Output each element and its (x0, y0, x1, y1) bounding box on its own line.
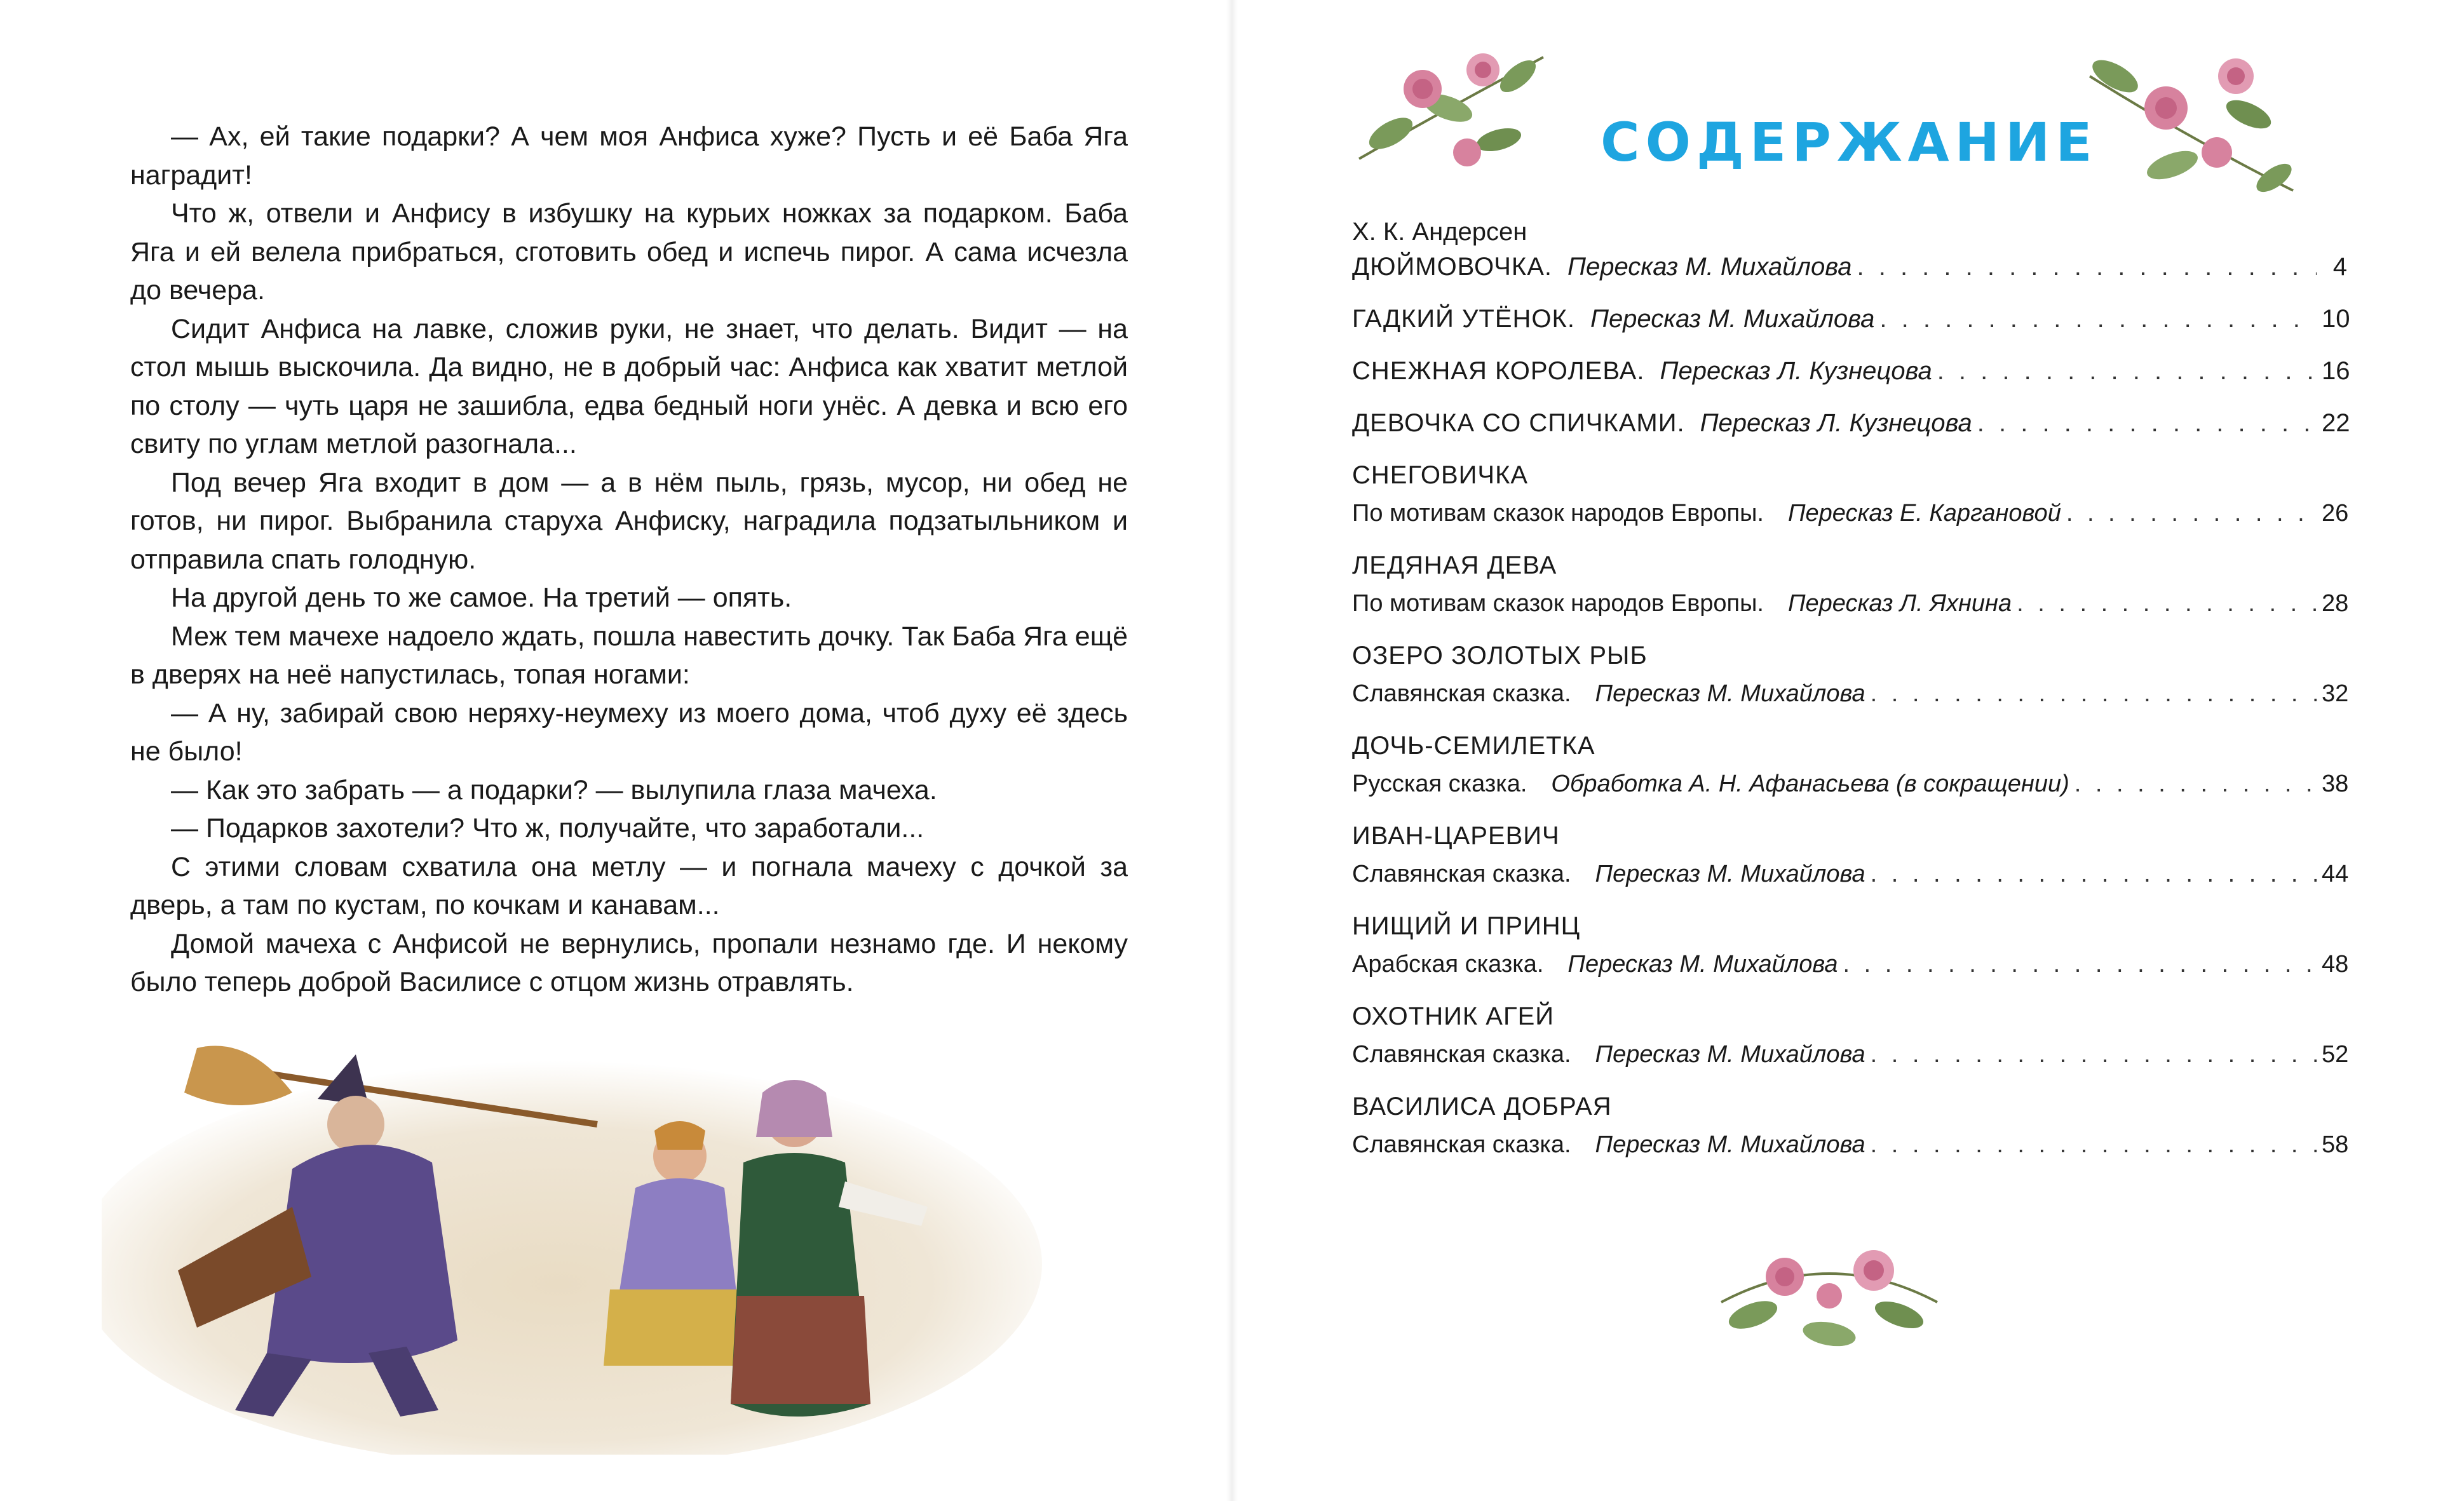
entry-title: ГАДКИЙ УТЁНОК. (1352, 305, 1575, 333)
entry-page: 10 (2322, 305, 2350, 333)
story-paragraph: Под вечер Яга входит в дом — а в нём пыль, грязь, мусор, ни обед не готов, ни пирог. Выбранила старуха Анфиску, наградила подзатыльником и отправила спать голодную. (130, 467, 1128, 575)
entry-title: НИЩИЙ И ПРИНЦ (1352, 912, 1581, 940)
toc-title: СОДЕРЖАНИЕ (1601, 111, 2098, 173)
entry-origin: Русская сказка. (1352, 771, 1527, 797)
story-text (130, 118, 1128, 1002)
rose-ornament-left (1353, 32, 1550, 178)
entry-retell: Пересказ М. Михайлова (1567, 253, 1852, 281)
toc-entry[interactable] (1352, 907, 2347, 983)
entry-origin: Славянская сказка. (1352, 1131, 1571, 1158)
entry-origin: По мотивам сказок народов Европы. (1352, 590, 1764, 617)
toc-entry[interactable] (1352, 1087, 2347, 1164)
entry-origin: Арабская сказка. (1352, 951, 1544, 978)
entry-title: ДЮЙМОВОЧКА. (1352, 253, 1553, 281)
rose-ornament-right (2077, 38, 2299, 210)
leader-dots (1871, 1126, 2317, 1164)
entry-retell: Обработка А. Н. Афанасьева (в сокращении) (1551, 771, 2069, 797)
leader-dots (2075, 765, 2317, 803)
entry-title: ДЕВОЧКА СО СПИЧКАМИ. (1352, 409, 1685, 437)
story-paragraph: — Подарков захотели? Что ж, получайте, что заработали... (171, 813, 924, 844)
leader-dots (1937, 352, 2317, 390)
entry-origin: Славянская сказка. (1352, 680, 1571, 707)
toc-entry[interactable] (1352, 636, 2347, 713)
entry-title: ОХОТНИК АГЕЙ (1352, 1002, 1555, 1030)
entry-origin: По мотивам сказок народов Европы. (1352, 500, 1764, 527)
entry-retell: Пересказ Л. Яхнина (1787, 590, 2012, 617)
entry-title: ИВАН-ЦАРЕВИЧ (1352, 822, 1560, 850)
right-page (1232, 0, 2464, 1501)
toc-entry[interactable] (1352, 727, 2347, 803)
leader-dots (1871, 675, 2317, 713)
story-paragraph: — Ах, ей такие подарки? А чем моя Анфиса хуже? Пусть и её Баба Яга наградит! (130, 121, 1128, 191)
story-paragraph: Меж тем мачехе надоело ждать, пошла навестить дочку. Так Баба Яга ещё в дверях на неё напустилась, топая ногами: (130, 621, 1128, 690)
leader-dots (1871, 1035, 2317, 1074)
toc-entry[interactable] (1352, 248, 2347, 286)
entry-retell: Пересказ М. Михайлова (1595, 861, 1865, 887)
entry-title: ЛЕДЯНАЯ ДЕВА (1352, 551, 1557, 579)
entry-title: СНЕГОВИЧКА (1352, 461, 1529, 489)
story-paragraph: Сидит Анфиса на лавке, сложив руки, не знает, что делать. Видит — на стол мышь выскочила. Да видно, не в добрый час: Анфиса как хватит метлой по столу — чуть царя не зашибла, едва бедный ноги унёс. А девка и всю его свиту по углам метлой разогнала... (130, 313, 1128, 459)
entry-origin: Славянская сказка. (1352, 1041, 1571, 1068)
entry-page: 32 (2322, 680, 2349, 707)
leader-dots (1843, 945, 2317, 983)
entry-page: 44 (2322, 861, 2349, 887)
entry-retell: Пересказ М. Михайлова (1595, 1041, 1865, 1068)
toc-author: Х. К. Андерсен (1352, 218, 1527, 246)
entry-title: ОЗЕРО ЗОЛОТЫХ РЫБ (1352, 642, 1648, 670)
entry-page: 28 (2322, 590, 2349, 617)
entry-page: 4 (2332, 253, 2347, 281)
story-paragraph: На другой день то же самое. На третий — опять. (171, 582, 792, 613)
toc-entry[interactable] (1352, 546, 2347, 623)
leader-dots (2017, 584, 2317, 623)
toc-entry[interactable] (1352, 300, 2350, 338)
toc-entry[interactable] (1352, 817, 2347, 893)
leader-dots (1977, 404, 2317, 442)
entry-retell: Пересказ Е. Каргановой (1787, 500, 2061, 527)
table-of-contents (1352, 216, 2350, 1178)
entry-retell: Пересказ М. Михайлова (1567, 951, 1838, 978)
story-paragraph: — Как это забрать — а подарки? — вылупила глаза мачеха. (171, 774, 937, 805)
entry-page: 26 (2322, 500, 2349, 527)
entry-retell: Пересказ Л. Кузнецова (1660, 357, 1932, 385)
story-paragraph: С этими словам схватила она метлу — и погнала мачеху с дочкой за дверь, а там по кустам, по кочкам и канавам... (130, 851, 1128, 920)
toc-entry[interactable] (1352, 352, 2350, 390)
entry-page: 16 (2322, 357, 2350, 385)
entry-title: СНЕЖНАЯ КОРОЛЕВА. (1352, 357, 1645, 385)
story-paragraph: Что ж, отвели и Анфису в избушку на курьих ножках за подарком. Баба Яга и ей велела прибраться, сготовить обед и испечь пирог. А сама исчезла до вечера. (130, 198, 1128, 306)
entry-title: ДОЧЬ-СЕМИЛЕТКА (1352, 732, 1595, 760)
entry-page: 58 (2322, 1131, 2349, 1158)
toc-entry[interactable] (1352, 456, 2347, 532)
entry-retell: Пересказ М. Михайлова (1595, 680, 1865, 707)
entry-page: 52 (2322, 1041, 2349, 1068)
rose-ornament-bottom (1709, 1207, 1950, 1378)
toc-entry[interactable] (1352, 404, 2350, 442)
entry-title: ВАСИЛИСА ДОБРАЯ (1352, 1093, 1612, 1121)
entry-retell: Пересказ М. Михайлова (1590, 305, 1875, 333)
leader-dots (1857, 248, 2317, 286)
entry-page: 22 (2322, 409, 2350, 437)
entry-page: 38 (2322, 771, 2349, 797)
entry-origin: Славянская сказка. (1352, 861, 1571, 887)
story-illustration (102, 997, 1055, 1455)
entry-retell: Пересказ М. Михайлова (1595, 1131, 1865, 1158)
leader-dots (2066, 494, 2317, 532)
leader-dots (1879, 300, 2317, 338)
entry-page: 48 (2322, 951, 2349, 978)
toc-entry[interactable] (1352, 997, 2347, 1074)
story-paragraph: — А ну, забирай свою неряху-неумеху из моего дома, чтоб духу её здесь не было! (130, 697, 1128, 767)
entry-retell: Пересказ Л. Кузнецова (1700, 409, 1972, 437)
story-paragraph: Домой мачеха с Анфисой не вернулись, пропали незнамо где. И некому было теперь доброй Василисе с отцом жизнь отравлять. (130, 928, 1128, 997)
leader-dots (1871, 855, 2317, 893)
